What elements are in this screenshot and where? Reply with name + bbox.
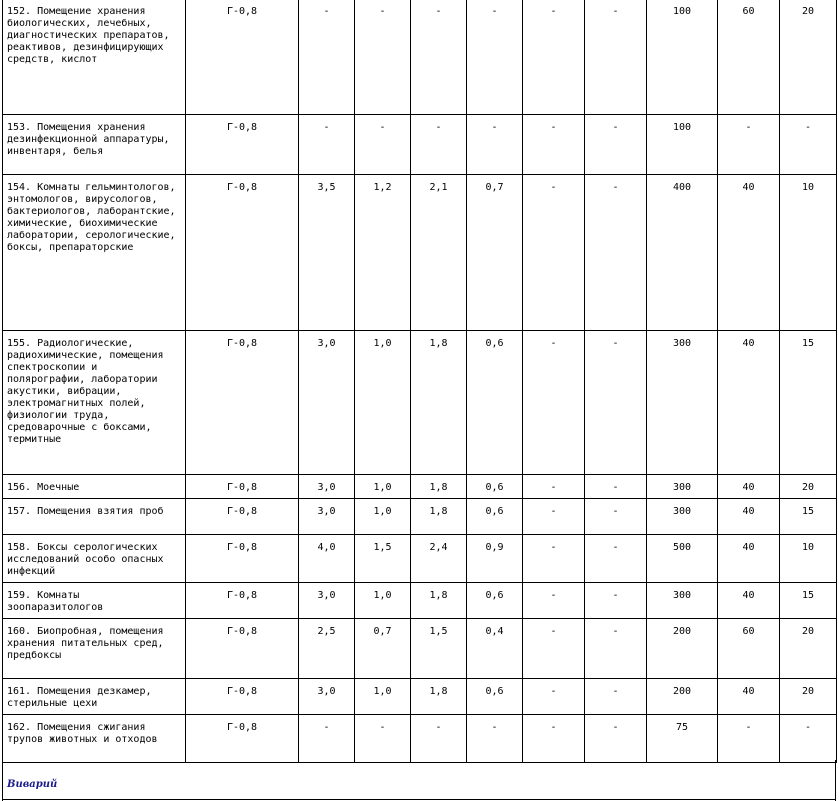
room-name-cell: 158. Боксы серологических исследований особо опасных инфекций bbox=[3, 535, 186, 583]
room-name-cell: 156. Моечные bbox=[3, 475, 186, 499]
value-cell: 0,4 bbox=[467, 619, 523, 679]
value-cell: 40 bbox=[718, 175, 780, 331]
value-cell: 100 bbox=[647, 115, 718, 175]
table-row bbox=[3, 115, 837, 175]
value-cell: - bbox=[411, 0, 467, 115]
section-title: Виварий bbox=[7, 779, 58, 790]
value-cell: 40 bbox=[718, 475, 780, 499]
value-cell: 1,2 bbox=[355, 175, 411, 331]
value-cell: 300 bbox=[647, 583, 718, 619]
value-cell: 1,8 bbox=[411, 331, 467, 475]
table-border-bottom bbox=[2, 799, 836, 800]
value-cell: 4,0 bbox=[299, 535, 355, 583]
value-cell: 15 bbox=[780, 583, 837, 619]
value-cell: 300 bbox=[647, 475, 718, 499]
value-cell: - bbox=[299, 115, 355, 175]
table-row bbox=[3, 619, 837, 679]
table-row bbox=[3, 583, 837, 619]
value-cell: 2,4 bbox=[411, 535, 467, 583]
value-cell: 1,0 bbox=[355, 499, 411, 535]
value-cell: 300 bbox=[647, 331, 718, 475]
value-cell: 1,8 bbox=[411, 499, 467, 535]
value-cell: 40 bbox=[718, 583, 780, 619]
value-cell: - bbox=[585, 175, 647, 331]
table-row bbox=[3, 0, 837, 115]
value-cell: - bbox=[523, 715, 585, 763]
value-cell: 0,6 bbox=[467, 475, 523, 499]
value-cell: 1,0 bbox=[355, 679, 411, 715]
value-cell: - bbox=[467, 115, 523, 175]
value-cell: - bbox=[523, 331, 585, 475]
value-cell: 1,0 bbox=[355, 583, 411, 619]
value-cell: - bbox=[467, 0, 523, 115]
class-cell: Г-0,8 bbox=[186, 535, 299, 583]
value-cell: 0,6 bbox=[467, 583, 523, 619]
value-cell: 3,0 bbox=[299, 475, 355, 499]
value-cell: - bbox=[780, 115, 837, 175]
value-cell: 40 bbox=[718, 679, 780, 715]
value-cell: 0,7 bbox=[355, 619, 411, 679]
value-cell: - bbox=[585, 0, 647, 115]
value-cell: - bbox=[523, 499, 585, 535]
value-cell: - bbox=[523, 679, 585, 715]
value-cell: 0,9 bbox=[467, 535, 523, 583]
table-border-left bbox=[2, 760, 3, 801]
value-cell: - bbox=[523, 535, 585, 583]
class-cell: Г-0,8 bbox=[186, 331, 299, 475]
value-cell: 60 bbox=[718, 619, 780, 679]
value-cell: 10 bbox=[780, 175, 837, 331]
value-cell: - bbox=[585, 679, 647, 715]
class-cell: Г-0,8 bbox=[186, 0, 299, 115]
value-cell: 20 bbox=[780, 619, 837, 679]
value-cell: - bbox=[411, 115, 467, 175]
value-cell: - bbox=[718, 715, 780, 763]
room-name-cell: 159. Комнаты зоопаразитологов bbox=[3, 583, 186, 619]
value-cell: 40 bbox=[718, 499, 780, 535]
value-cell: 20 bbox=[780, 679, 837, 715]
table-row bbox=[3, 331, 837, 475]
value-cell: - bbox=[585, 475, 647, 499]
table-row bbox=[3, 475, 837, 499]
value-cell: - bbox=[523, 583, 585, 619]
value-cell: 1,8 bbox=[411, 583, 467, 619]
class-cell: Г-0,8 bbox=[186, 619, 299, 679]
value-cell: 0,6 bbox=[467, 331, 523, 475]
norms-table bbox=[2, 0, 837, 763]
value-cell: 20 bbox=[780, 0, 837, 115]
value-cell: 3,0 bbox=[299, 499, 355, 535]
table-row bbox=[3, 715, 837, 763]
class-cell: Г-0,8 bbox=[186, 115, 299, 175]
class-cell: Г-0,8 bbox=[186, 583, 299, 619]
value-cell: - bbox=[355, 715, 411, 763]
class-cell: Г-0,8 bbox=[186, 715, 299, 763]
value-cell: - bbox=[718, 115, 780, 175]
room-name-cell: 157. Помещения взятия проб bbox=[3, 499, 186, 535]
room-name-cell: 160. Биопробная, помещения хранения питательных сред, предбоксы bbox=[3, 619, 186, 679]
value-cell: - bbox=[585, 619, 647, 679]
room-name-cell: 154. Комнаты гельминтологов, энтомологов, вирусологов, бактериологов, лаборантские, химические, биохимические лаборатории, серологические, боксы, препараторские bbox=[3, 175, 186, 331]
value-cell: - bbox=[411, 715, 467, 763]
value-cell: 2,5 bbox=[299, 619, 355, 679]
table-row bbox=[3, 499, 837, 535]
value-cell: 75 bbox=[647, 715, 718, 763]
table-row bbox=[3, 535, 837, 583]
value-cell: 15 bbox=[780, 499, 837, 535]
value-cell: 300 bbox=[647, 499, 718, 535]
value-cell: - bbox=[299, 0, 355, 115]
value-cell: - bbox=[585, 715, 647, 763]
value-cell: 0,6 bbox=[467, 679, 523, 715]
value-cell: 20 bbox=[780, 475, 837, 499]
value-cell: 3,0 bbox=[299, 583, 355, 619]
value-cell: 100 bbox=[647, 0, 718, 115]
value-cell: 10 bbox=[780, 535, 837, 583]
value-cell: - bbox=[355, 0, 411, 115]
value-cell: 1,5 bbox=[411, 619, 467, 679]
value-cell: 1,0 bbox=[355, 331, 411, 475]
value-cell: 2,1 bbox=[411, 175, 467, 331]
value-cell: - bbox=[523, 175, 585, 331]
value-cell: 15 bbox=[780, 331, 837, 475]
value-cell: - bbox=[585, 535, 647, 583]
value-cell: - bbox=[523, 475, 585, 499]
value-cell: 40 bbox=[718, 331, 780, 475]
table-row bbox=[3, 175, 837, 331]
value-cell: - bbox=[523, 115, 585, 175]
table-row bbox=[3, 679, 837, 715]
room-name-cell: 161. Помещения дезкамер, стерильные цехи bbox=[3, 679, 186, 715]
value-cell: - bbox=[585, 499, 647, 535]
class-cell: Г-0,8 bbox=[186, 175, 299, 331]
value-cell: 200 bbox=[647, 619, 718, 679]
value-cell: 1,8 bbox=[411, 679, 467, 715]
value-cell: - bbox=[780, 715, 837, 763]
value-cell: - bbox=[355, 115, 411, 175]
class-cell: Г-0,8 bbox=[186, 679, 299, 715]
value-cell: 200 bbox=[647, 679, 718, 715]
room-name-cell: 162. Помещения сжигания трупов животных и отходов bbox=[3, 715, 186, 763]
value-cell: - bbox=[523, 0, 585, 115]
value-cell: 60 bbox=[718, 0, 780, 115]
value-cell: 3,5 bbox=[299, 175, 355, 331]
value-cell: 0,7 bbox=[467, 175, 523, 331]
room-name-cell: 152. Помещение хранения биологических, лечебных, диагностических препаратов, реактивов, дезинфицирующих средств, кислот bbox=[3, 0, 186, 115]
table-border-right bbox=[835, 760, 836, 801]
room-name-cell: 153. Помещения хранения дезинфекционной аппаратуры, инвентаря, белья bbox=[3, 115, 186, 175]
value-cell: 0,6 bbox=[467, 499, 523, 535]
value-cell: 40 bbox=[718, 535, 780, 583]
value-cell: - bbox=[585, 115, 647, 175]
value-cell: - bbox=[585, 583, 647, 619]
value-cell: 3,0 bbox=[299, 331, 355, 475]
room-name-cell: 155. Радиологические, радиохимические, помещения спектроскопии и полярографии, лаборатории акустики, вибрации, электромагнитных полей, физиологии труда, средоварочные с боксами, термитные bbox=[3, 331, 186, 475]
value-cell: 3,0 bbox=[299, 679, 355, 715]
value-cell: 500 bbox=[647, 535, 718, 583]
class-cell: Г-0,8 bbox=[186, 499, 299, 535]
value-cell: 1,8 bbox=[411, 475, 467, 499]
value-cell: 400 bbox=[647, 175, 718, 331]
value-cell: - bbox=[523, 619, 585, 679]
value-cell: - bbox=[467, 715, 523, 763]
class-cell: Г-0,8 bbox=[186, 475, 299, 499]
value-cell: 1,5 bbox=[355, 535, 411, 583]
value-cell: 1,0 bbox=[355, 475, 411, 499]
value-cell: - bbox=[585, 331, 647, 475]
value-cell: - bbox=[299, 715, 355, 763]
